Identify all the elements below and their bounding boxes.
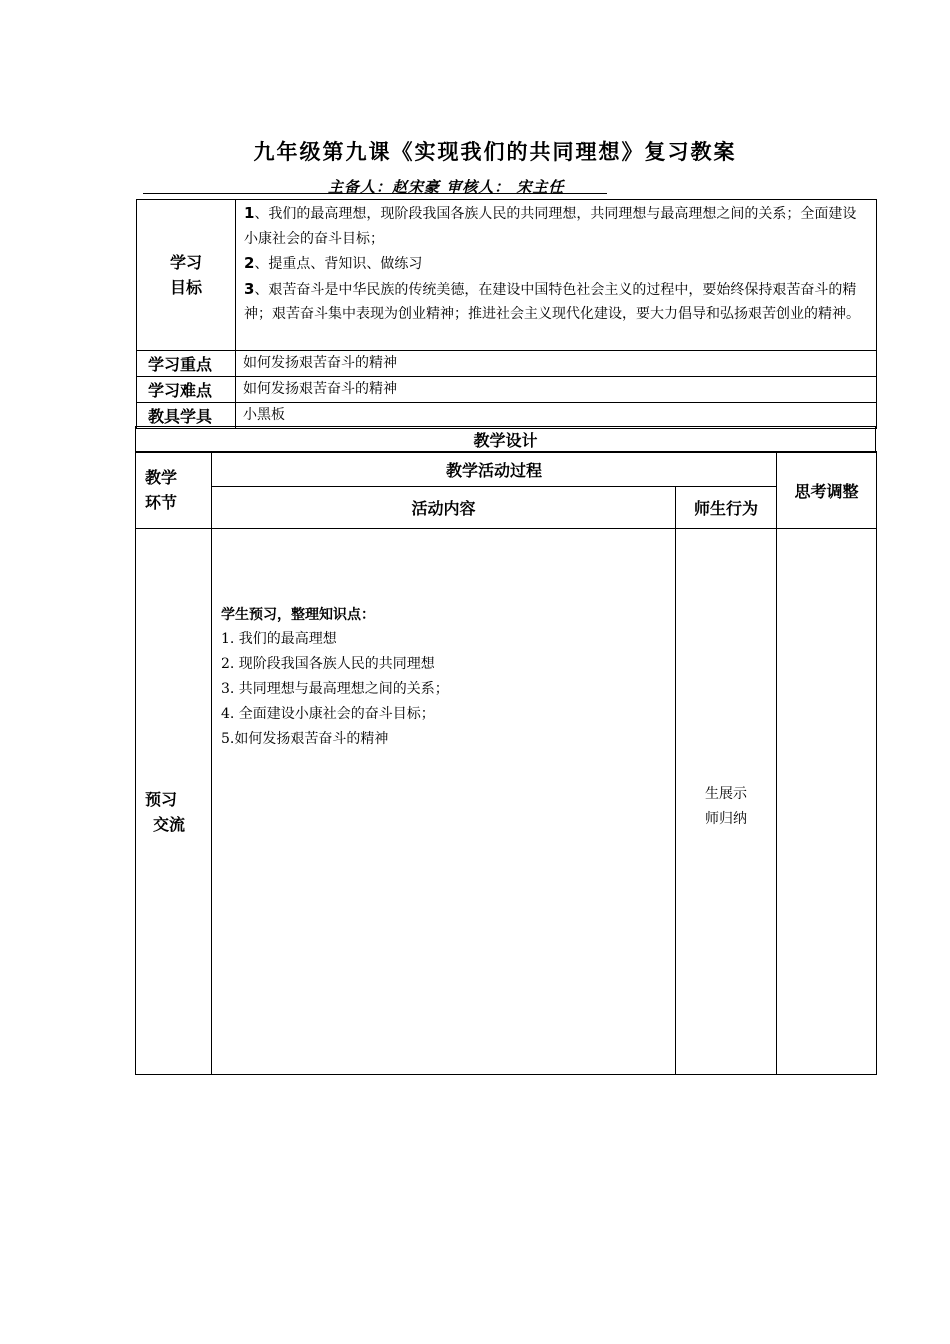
document-title: 九年级第九课《实现我们的共同理想》复习教案	[253, 140, 737, 164]
goal-item	[244, 251, 870, 277]
list-item: 3. 共同理想与最高理想之间的关系；	[221, 681, 449, 697]
content-header: 活动内容	[212, 487, 676, 529]
goal-number: 3	[244, 279, 255, 298]
stage-header	[136, 452, 212, 529]
goals-label-cell	[137, 200, 236, 351]
stage-line2: 交流	[153, 814, 186, 834]
tools-row	[137, 402, 877, 428]
design-subheader-row	[136, 487, 877, 529]
list-item: 4. 全面建设小康社会的奋斗目标；	[221, 706, 435, 722]
reflect-cell	[777, 529, 877, 1075]
key-point-value: 如何发扬艰苦奋斗的精神	[236, 351, 877, 377]
stage-header-line1: 教学	[145, 468, 178, 487]
goal-number: 1	[244, 204, 255, 222]
prep-list	[212, 603, 675, 752]
design-header-row	[136, 452, 877, 487]
author-byline: 主备人：赵宋豪 审核人： 宋主任	[328, 178, 565, 196]
list-item: 2. 现阶段我国各族人民的共同理想	[221, 656, 435, 672]
process-header: 教学活动过程	[212, 452, 777, 487]
goals-label-line1: 学习	[169, 253, 202, 272]
prep-heading: 学生预习，整理知识点：	[221, 607, 375, 623]
goal-text: 、我们的最高理想，现阶段我国各族人民的共同理想，共同理想与最高理想之间的关系；全面建设小康社会的奋斗目标；	[244, 206, 857, 247]
list-item: 1. 我们的最高理想	[221, 631, 337, 647]
behavior-cell	[676, 529, 777, 1075]
stage-cell	[136, 529, 212, 1075]
lesson-info-table	[136, 199, 877, 429]
behavior-header: 师生行为	[676, 487, 777, 529]
behavior-line2: 师归纳	[705, 810, 747, 827]
list-item: 5.如何发扬艰苦奋斗的精神	[221, 731, 389, 747]
activity-content-cell	[212, 529, 676, 1075]
design-heading: 教学设计	[136, 427, 876, 453]
goal-item	[244, 277, 870, 327]
preview-row	[136, 529, 877, 1075]
goal-text: 、提重点、背知识、做练习	[254, 256, 423, 272]
goals-cell	[236, 200, 877, 351]
goals-row	[137, 200, 877, 351]
stage-line1: 预习	[145, 789, 178, 809]
key-point-label: 学习重点	[137, 351, 236, 377]
byline-divider	[143, 193, 607, 194]
key-point-row	[137, 351, 877, 377]
design-heading-table	[135, 426, 876, 453]
teaching-design-table	[135, 451, 877, 1075]
difficulty-row	[137, 376, 877, 402]
stage-header-line2: 环节	[145, 493, 178, 512]
difficulty-label: 学习难点	[137, 376, 236, 402]
behavior-line1: 生展示	[705, 786, 747, 802]
tools-value: 小黑板	[236, 402, 877, 428]
difficulty-value: 如何发扬艰苦奋斗的精神	[236, 376, 877, 402]
tools-label: 教具学具	[137, 402, 236, 428]
goals-label-line2: 目标	[169, 278, 202, 297]
goal-text: 、艰苦奋斗是中华民族的传统美德，在建设中国特色社会主义的过程中，要始终保持艰苦奋斗的精神；艰苦奋斗集中表现为创业精神；推进社会主义现代化建设，要大力倡导和弘扬艰苦创业的精神。	[244, 281, 860, 322]
reflect-header: 思考调整	[777, 452, 877, 529]
goal-item	[244, 201, 870, 251]
goal-number: 2	[244, 254, 255, 272]
